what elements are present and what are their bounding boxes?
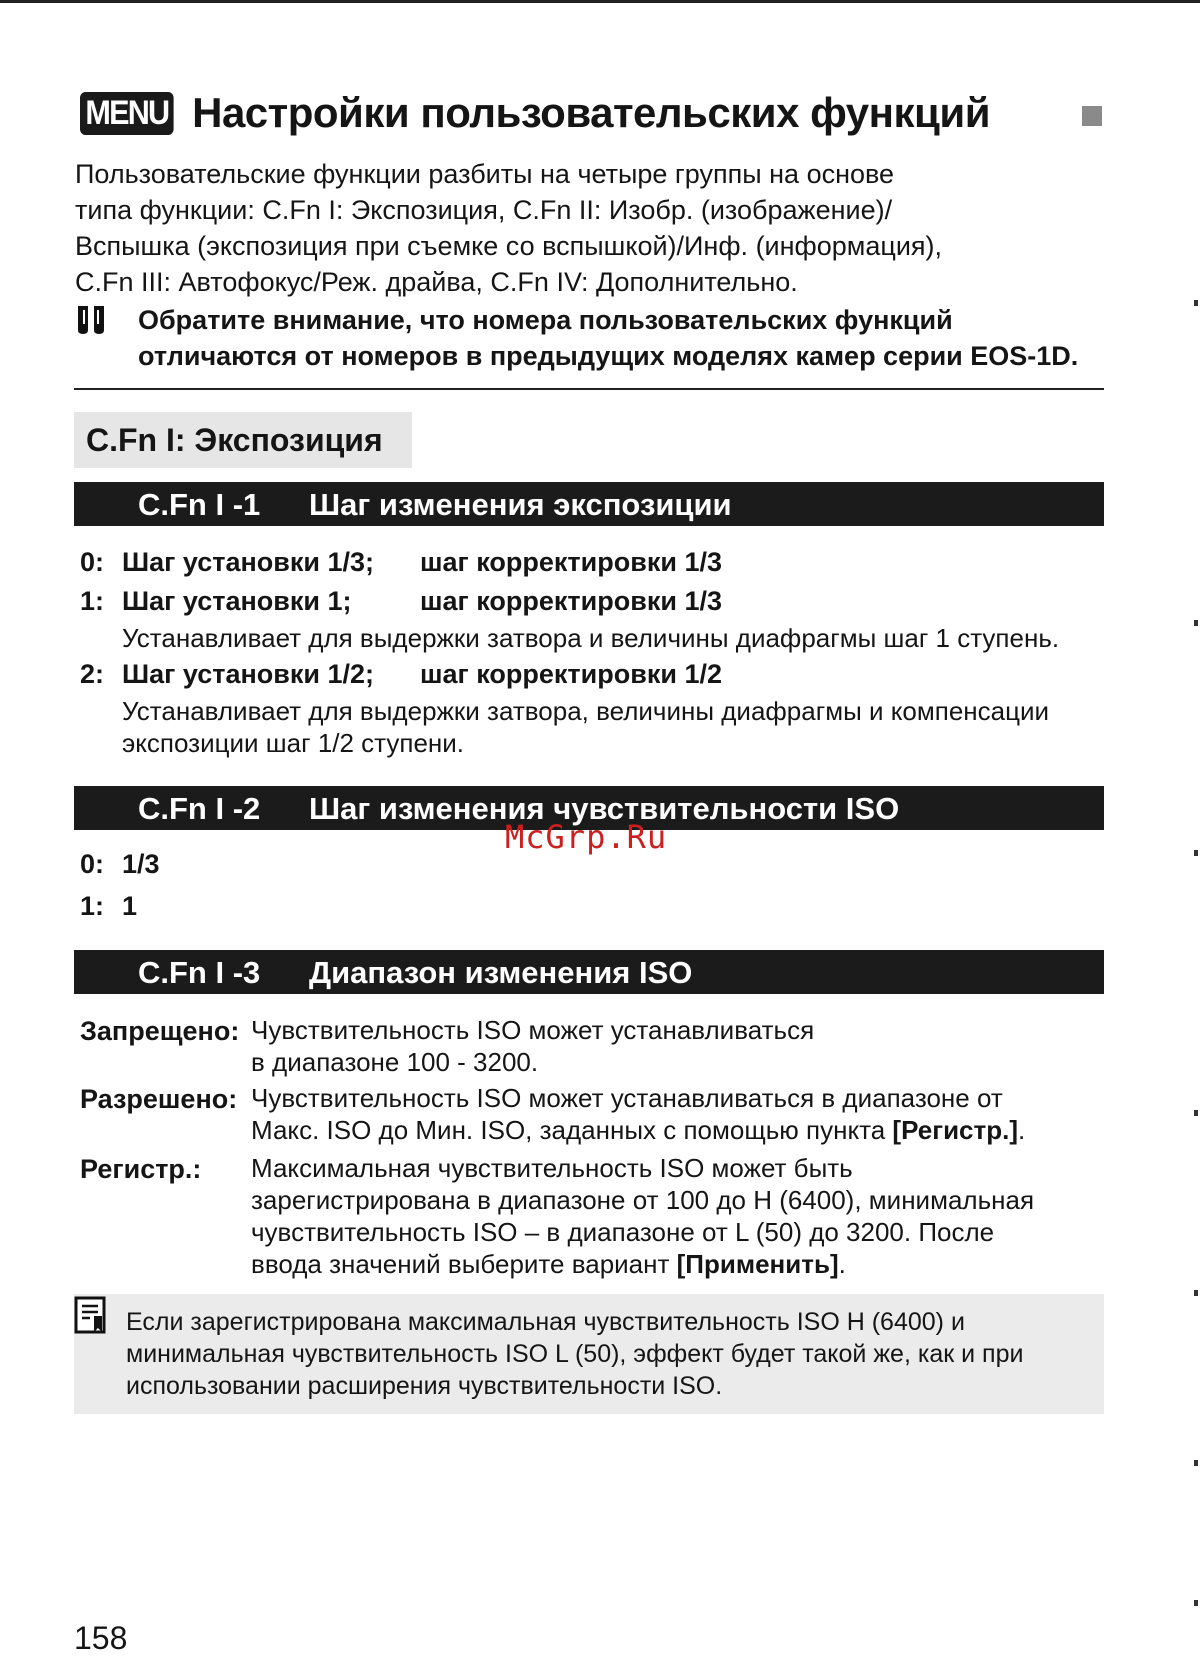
cfn-1-option-setting: Шаг установки 1; [122, 586, 352, 616]
edge-mark [1194, 1600, 1198, 1606]
top-border [0, 0, 1200, 3]
description-text: . [838, 1249, 846, 1279]
cfn-3-name: Диапазон изменения ISO [309, 955, 693, 990]
note-line: Если зарегистрирована максимальная чувствительность ISO H (6400) и [126, 1308, 965, 1336]
edge-mark [1194, 620, 1198, 626]
edge-mark [1194, 1110, 1198, 1116]
menu-icon: MENU [80, 92, 174, 135]
intro-line: Пользовательские функции разбиты на четыре группы на основе [75, 159, 895, 189]
square-marker-icon [1082, 106, 1102, 126]
cfn-2-option-value: 1 [122, 891, 138, 921]
watermark: McGrp.Ru [505, 818, 668, 856]
section-divider [74, 388, 1104, 390]
caution-icon [74, 302, 138, 374]
description-text: ввода значений выберите вариант [251, 1249, 677, 1279]
description-line: Чувствительность ISO может устанавливаться [251, 1015, 815, 1045]
cfn-1-option-setting: Шаг установки 1/2; [122, 659, 375, 689]
cfn-1-option-number: 1: [80, 586, 105, 616]
cfn-1-option-number: 0: [80, 547, 105, 577]
intro-paragraph [75, 156, 1135, 300]
cfn-1-option-setting: Шаг установки 1/3; [122, 547, 375, 577]
cfn-2-number: C.Fn I -2 [138, 791, 261, 826]
cfn-2-option-value: 1/3 [122, 849, 160, 879]
note-line: минимальная чувствительность ISO L (50), эффект будет такой же, как и при [126, 1340, 1024, 1368]
group-title: C.Fn I: Экспозиция [86, 422, 383, 458]
page-header [80, 88, 990, 138]
intro-line: Вспышка (экспозиция при съемке со вспышкой)/Инф. (информация), [75, 231, 943, 261]
cfn-3-option-description [251, 1014, 1131, 1078]
description-line: Устанавливает для выдержки затвора, величины диафрагмы и компенсации [122, 696, 1050, 726]
cfn-1-number: C.Fn I -1 [138, 487, 261, 522]
cfn-1-option-correction: шаг корректировки 1/3 [420, 547, 722, 577]
description-line: зарегистрирована в диапазоне от 100 до H (6400), минимальная [251, 1185, 1035, 1215]
cfn-3-option-term: Разрешено: [80, 1084, 238, 1114]
edge-mark [1194, 850, 1198, 856]
cfn-3-option-description [251, 1152, 1131, 1280]
cfn-2-option-number: 0: [80, 849, 105, 879]
group-heading-box [74, 412, 412, 468]
description-line: Чувствительность ISO может устанавливаться в диапазоне от [251, 1083, 1003, 1113]
cfn-1-option-number: 2: [80, 659, 105, 689]
cfn-1-option-description [122, 695, 1122, 759]
intro-line: C.Fn III: Автофокус/Реж. драйва, C.Fn IV: Дополнительно. [75, 267, 798, 297]
cfn-1-option-correction: шаг корректировки 1/2 [420, 659, 722, 689]
page-number: 158 [74, 1620, 128, 1656]
description-line: экспозиции шаг 1/2 ступени. [122, 728, 465, 758]
note-text [126, 1306, 1086, 1402]
caution-line: отличаются от номеров в предыдущих моделях камер серии EOS-1D. [138, 341, 1079, 371]
memo-icon [74, 1296, 108, 1341]
cfn-3-number: C.Fn I -3 [138, 955, 261, 990]
cfn-1-name: Шаг изменения экспозиции [309, 487, 732, 522]
description-text: . [1018, 1115, 1026, 1145]
caution-block [74, 302, 1144, 374]
intro-line: типа функции: C.Fn I: Экспозиция, C.Fn II: Изобр. (изображение)/ [75, 195, 893, 225]
note-line: использовании расширения чувствительности ISO. [126, 1372, 723, 1400]
cfn-1-option-correction: шаг корректировки 1/3 [420, 586, 722, 616]
cfn-1-header-bar [74, 482, 1104, 526]
description-line: чувствительность ISO – в диапазоне от L (50) до 3200. После [251, 1217, 995, 1247]
description-line: Максимальная чувствительность ISO может быть [251, 1153, 853, 1183]
cfn-3-option-term: Регистр.: [80, 1154, 202, 1184]
description-text: Макс. ISO до Мин. ISO, заданных с помощью пункта [251, 1115, 893, 1145]
cfn-1-option-description: Устанавливает для выдержки затвора и величины диафрагмы шаг 1 ступень. [122, 623, 1060, 653]
edge-mark [1194, 300, 1198, 306]
edge-mark [1194, 1290, 1198, 1296]
page-title: Настройки пользовательских функций [192, 89, 991, 136]
menu-item-reference: [Применить] [676, 1249, 839, 1279]
description-line: в диапазоне 100 - 3200. [251, 1047, 539, 1077]
menu-item-reference: [Регистр.] [892, 1115, 1019, 1145]
description-line [251, 1248, 1131, 1280]
cfn-3-header-bar [74, 950, 1104, 994]
description-line [251, 1114, 1131, 1146]
edge-mark [1194, 1460, 1198, 1466]
cfn-3-option-term: Запрещено: [80, 1016, 240, 1046]
note-box [74, 1294, 1104, 1414]
caution-line: Обратите внимание, что номера пользовательских функций [138, 305, 953, 335]
cfn-2-name: Шаг изменения чувствительности ISO [309, 791, 900, 826]
cfn-3-option-description [251, 1082, 1131, 1146]
cfn-2-option-number: 1: [80, 891, 105, 921]
